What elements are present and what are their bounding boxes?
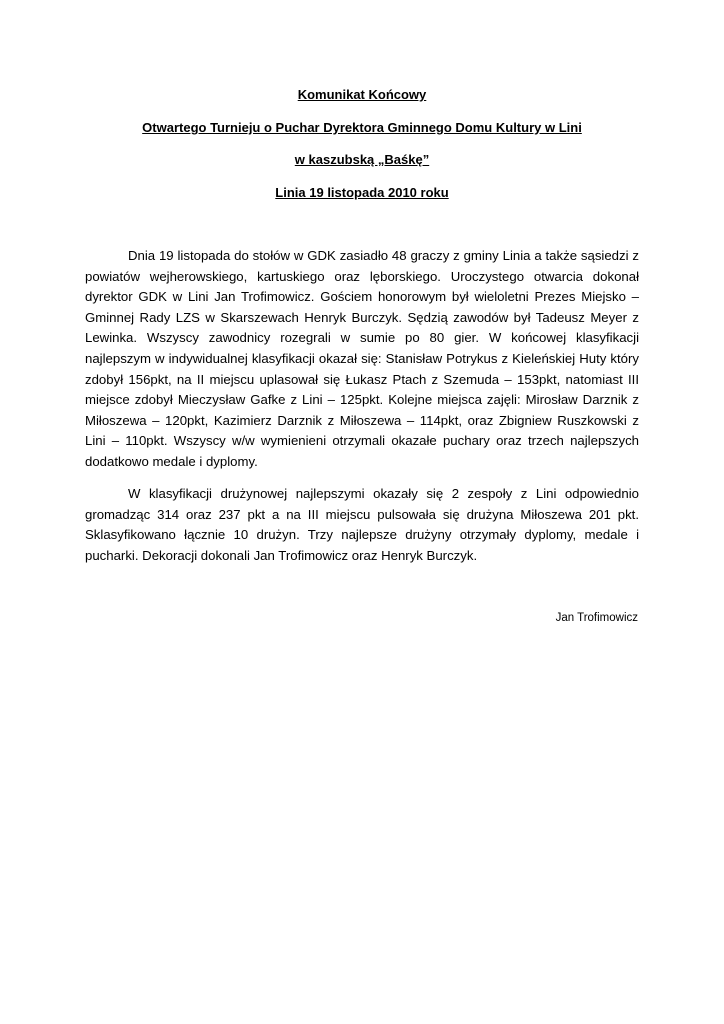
paragraph-team-results <box>85 484 639 566</box>
paragraph-text: W klasyfikacji drużynowej najlepszymi okazały się 2 zespoły z Lini odpowiednio gromadząc 314 oraz 237 pkt a na III miejscu pulsowała się drużyna Miłoszewa 201 pkt. Sklasyfikowano łącznie 10 drużyn. Trzy najlepsze drużyny otrzymały dyplomy, medale i pucharki. Dekoracji dokonali Jan Trofimowicz oraz Henryk Burczyk. <box>85 486 639 563</box>
paragraph-individual-results <box>85 246 639 473</box>
event-date: Linia 19 listopada 2010 roku <box>275 185 449 200</box>
title-block <box>85 86 639 201</box>
signature: Jan Trofimowicz <box>555 612 638 624</box>
paragraph-text: Dnia 19 listopada do stołów w GDK zasiadło 48 graczy z gminy Linia a także sąsiedzi z powiatów wejherowskiego, kartuskiego oraz lęborskiego. Uroczystego otwarcia dokonał dyrektor GDK w Lini Jan Trofimowicz. Gościem honorowym był wieloletni Prezes Miejsko – Gminnej Rady LZS w Skarszewach Henryk Burczyk. Sędzią zawodów był Tadeusz Meyer z Lewinka. Wszyscy zawodnicy rozegrali w sumie po 80 gier. W końcowej klasyfikacji najlepszym w indywidualnej klasyfikacji okazał się: Stanisław Potrykus z Kieleńskiej Huty który zdobył 156pkt, na II miejscu uplasował się Łukasz Ptach z Szemuda – 153pkt, natomiast III miejsce zdobył Mieczysław Gafke z Lini – 125pkt. Kolejne miejsca zajęli: Mirosław Darznik z Miłoszewa – 120pkt, Kazimierz Darznik z Miłoszewa – 114pkt, oraz Zbigniew Ruszkowski z Lini – 110pkt. Wszyscy w/w wymienieni otrzymali okazałe puchary oraz trzech najlepszych dodatkowo medale i dyplomy. <box>85 248 639 469</box>
document-title: Komunikat Końcowy <box>297 87 427 102</box>
game-name: w kaszubską „Baśkę” <box>294 152 430 167</box>
tournament-name: Otwartego Turnieju o Puchar Dyrektora Gminnego Domu Kultury w Lini <box>142 120 582 135</box>
